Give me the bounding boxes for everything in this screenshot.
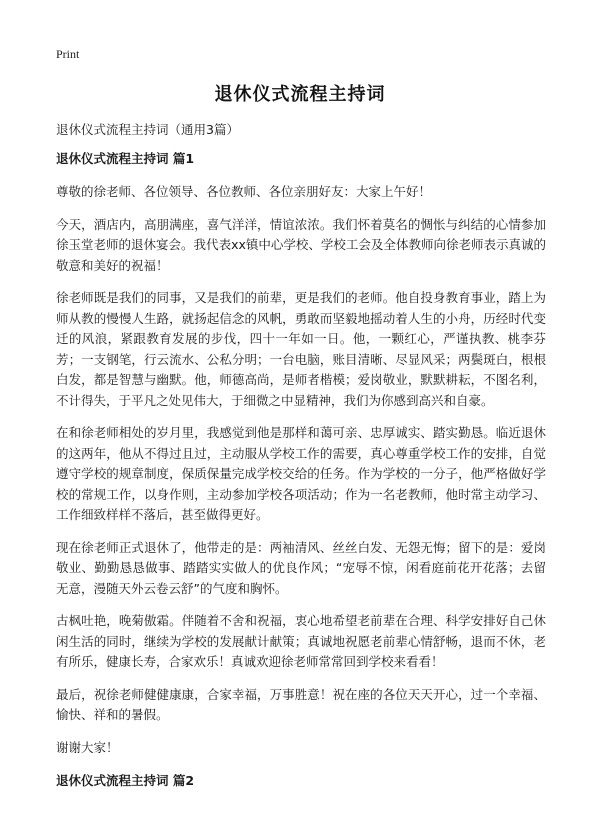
paragraph-greeting: 尊敬的徐老师、各位领导、各位教师、各位亲朋好友：大家上午好！	[56, 184, 432, 199]
paragraph-colleague: 徐老师既是我们的同事，又是我们的前辈，更是我们的老师。他自投身教育事业，踏上为师从教的慢慢人生路，就扬起信念的风帆，勇敢而坚毅地摇动着人生的小舟，历经时代变迁的风浪，紧跟教育发展的步伐，四十一年如一日。他，一颗红心，严谨执教、桃李芬芳；一支钢笔，行云流水、公私分明；一台电脑，账目清晰、尽显风采；两鬓斑白，根根白发，都是智慧与幽默。他，师德高尚，是师者楷模；爱岗敬业，默默耕耘，不图名利，不计得失，于平凡之处见伟大，于细微之中显精神，我们为你感到高兴和自豪。	[56, 290, 546, 408]
paragraph-years: 在和徐老师相处的岁月里，我感觉到他是那样和蔼可亲、忠厚诚实、踏实勤恳。临近退休的这两年，他从不得过且过，主动服从学校工作的需要，真心尊重学校工作的安排，自觉遵守学校的规章制度，保质保量完成学校交给的任务。作为学校的一分子，他严格做好学校的常规工作，以身作则，主动参加学校各项活动；作为一名老教师，他时常主动学习、工作细致样样不落后，甚至做得更好。	[56, 425, 546, 522]
page-title: 退休仪式流程主持词	[214, 84, 386, 105]
document-body	[56, 148, 546, 804]
paragraph-closing: 最后，祝徐老师健健康康，合家幸福，万事胜意！祝在座的各位天天开心，过一个幸福、愉快、祥和的暑假。	[56, 686, 546, 722]
paragraph-thanks: 谢谢大家！	[56, 739, 119, 755]
section-heading-1: 退休仪式流程主持词 篇1	[56, 151, 195, 166]
paragraph-retirement: 现在徐老师正式退休了，他带走的是：两袖清风、丝丝白发、无怨无悔；留下的是：爱岗敬业、勤勤恳恳做事、踏踏实实做人的优良作风；“宠辱不惊，闲看庭前花开花落；去留无意，漫随天外云卷云舒”的气度和胸怀。	[56, 539, 546, 596]
paragraph-intro: 今天，酒店内，高朋满座，喜气洋洋，情谊浓浓。我们怀着莫名的惆怅与纠结的心情参加徐玉堂老师的退休宴会。我代表xx镇中心学校、学校工会及全体教师向徐老师表示真诚的敬意和美好的祝福！	[56, 216, 546, 273]
print-link[interactable]: Print	[56, 47, 80, 61]
section-heading-2: 退休仪式流程主持词 篇2	[56, 773, 195, 788]
paragraph-wishes: 古枫吐艳，晚菊傲霜。伴随着不舍和祝福，衷心地希望老前辈在合理、科学安排好自己休闲生活的同时，继续为学校的发展献计献策；真诚地祝愿老前辈心情舒畅，退而不休，老有所乐，健康长寿，合家欢乐！真诚欢迎徐老师常常回到学校来看看！	[56, 613, 546, 669]
document-subtitle: 退休仪式流程主持词（通用3篇）	[56, 122, 239, 137]
